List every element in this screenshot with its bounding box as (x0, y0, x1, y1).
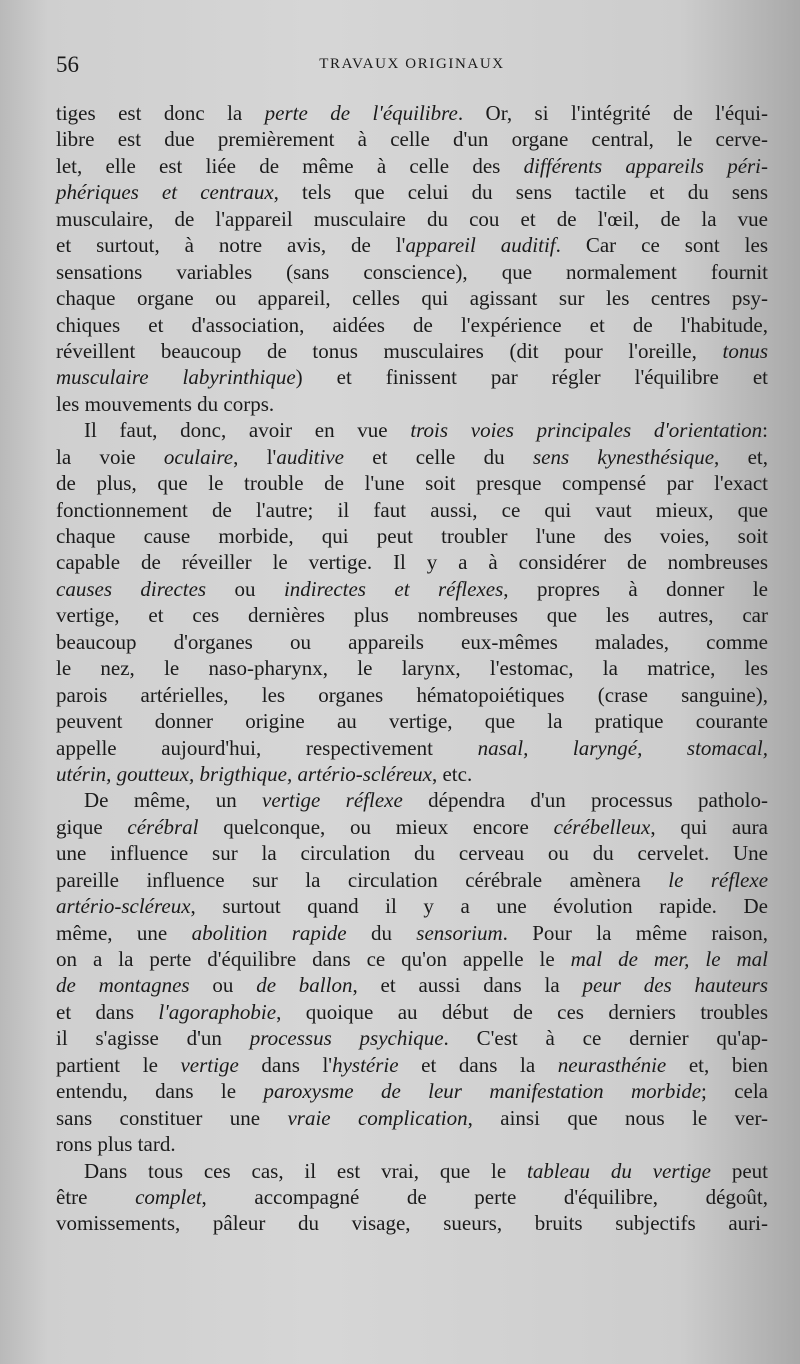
italic-text: tableau du vertige (527, 1158, 711, 1183)
italic-text: musculaire labyrinthique (56, 365, 296, 390)
text-segment: , accompagné de perte d'équilibre, dégoût, (201, 1184, 768, 1209)
text-line (56, 602, 768, 628)
text-line (56, 682, 768, 708)
text-segment: ) et finissent par régler l'équilibre et (295, 365, 768, 390)
italic-text: de montagnes (56, 973, 190, 998)
italic-text: appareil auditif (405, 233, 556, 258)
text-segment: de plus, que le trouble de l'une soit presque compensé par l'exact (56, 471, 768, 496)
italic-text: auditive (276, 444, 344, 469)
text-line (56, 1158, 768, 1184)
text-line (56, 364, 768, 390)
text-segment: let, elle est liée de même à celle des (56, 153, 524, 178)
italic-text: phériques et centraux (56, 180, 274, 205)
text-line (56, 946, 768, 972)
text-segment: ou (189, 973, 257, 998)
italic-text: abolition rapide (191, 920, 347, 945)
italic-text: neurasthénie (557, 1052, 667, 1077)
text-segment: musculaire, de l'appareil musculaire du cou et de l'œil, de la vue (56, 206, 768, 231)
text-segment: libre est due premièrement à celle d'un organe central, le cerve- (56, 127, 768, 152)
text-line (56, 444, 768, 470)
text-segment: . Pour la même raison, (502, 920, 768, 945)
text-segment: De même, un (84, 788, 263, 813)
page-number: 56 (56, 52, 79, 77)
italic-text: hystérie (332, 1052, 399, 1077)
text-segment: une influence sur la circulation du cerveau ou du cervelet. Une (56, 841, 768, 866)
italic-text: mal de mer, le mal (570, 947, 768, 971)
italic-text: nasal, laryngé, stomacal, (477, 735, 768, 760)
text-line (56, 1078, 768, 1104)
text-line (56, 761, 768, 787)
text-segment: le nez, le naso-pharynx, le larynx, l'estomac, la matrice, les (56, 656, 768, 681)
text-line (56, 787, 768, 813)
text-segment: quelconque, ou mieux encore (198, 814, 554, 839)
text-segment: ou (206, 576, 284, 601)
text-line (56, 126, 768, 152)
italic-text: oculaire (163, 444, 234, 469)
italic-text: tonus (722, 338, 768, 363)
text-segment: , propres à donner le (503, 576, 768, 601)
text-segment: chaque organe ou appareil, celles qui agissant sur les centres psy- (56, 286, 768, 311)
text-segment: , qui aura (650, 814, 768, 839)
italic-text: vertige (180, 1052, 239, 1077)
text-segment: même, une (56, 920, 192, 945)
text-line (56, 206, 768, 232)
text-segment: , quoique au début de ces derniers troubles (276, 999, 768, 1024)
italic-text: artério-scléreux (56, 894, 191, 919)
text-line (56, 417, 768, 443)
text-segment: , et aussi dans la (352, 973, 583, 998)
text-line (56, 338, 768, 364)
text-segment: les mouvements du corps. (56, 391, 275, 416)
text-segment: et surtout, à notre avis, de l' (56, 233, 406, 258)
italic-text: vertige réflexe (262, 788, 403, 813)
italic-text: sensorium (416, 920, 503, 945)
text-line (56, 920, 768, 946)
italic-text: complet (135, 1184, 202, 1209)
text-line (56, 708, 768, 734)
italic-text: le réflexe (668, 867, 769, 892)
text-segment: partient le (56, 1052, 181, 1077)
text-line (56, 470, 768, 496)
text-segment: sans constituer une (56, 1105, 288, 1130)
text-line (56, 1025, 768, 1051)
text-line (56, 999, 768, 1025)
text-segment: , ainsi que nous le ver- (467, 1105, 769, 1130)
text-line (56, 523, 768, 549)
text-segment: . C'est à ce dernier qu'ap- (443, 1026, 769, 1051)
italic-text: processus psychique (249, 1026, 444, 1051)
text-segment: et celle du (343, 444, 533, 469)
italic-text: différents appareils péri- (523, 153, 769, 178)
text-segment: rons plus tard. (56, 1132, 176, 1157)
text-segment: tiges est donc la (56, 101, 265, 125)
text-segment: parois artérielles, les organes hématopoiétiques (crase sanguine), (56, 682, 768, 707)
text-line (56, 655, 768, 681)
text-segment: du (346, 920, 417, 945)
text-segment: il s'agisse d'un (56, 1026, 250, 1051)
text-line (56, 497, 768, 523)
text-segment: , surtout quand il y a une évolution rapide. De (190, 894, 768, 919)
text-segment: . Or, si l'intégrité de l'équi- (457, 101, 768, 125)
italic-text: paroxysme de leur manifestation morbide (263, 1079, 702, 1104)
text-segment: fonctionnement de l'autre; il faut aussi, ce qui vaut mieux, que (56, 497, 768, 522)
text-segment: et, bien (666, 1052, 768, 1077)
text-line (56, 629, 768, 655)
text-segment: ; cela (701, 1079, 768, 1104)
italic-text: vraie complication (287, 1105, 468, 1130)
italic-text: l'agoraphobie (158, 999, 277, 1024)
text-line (56, 1210, 768, 1236)
text-segment: capable de réveiller le vertige. Il y a à considérer de nombreuses (56, 550, 768, 575)
italic-text: trois voies principales d'orientation (410, 418, 763, 443)
text-segment: on a la perte d'équilibre dans ce qu'on appelle le (56, 947, 571, 971)
text-line (56, 391, 768, 417)
page-header (56, 52, 768, 84)
italic-text: cérébral (127, 814, 199, 839)
text-segment: , tels que celui du sens tactile et du sens (273, 180, 768, 205)
text-segment: peut (711, 1158, 768, 1183)
text-segment: chiques et d'association, aidées de l'expérience et de l'habitude, (56, 312, 768, 337)
text-line (56, 549, 768, 575)
text-line (56, 153, 768, 179)
text-line (56, 285, 768, 311)
body-text (56, 100, 768, 1237)
text-segment: peuvent donner origine au vertige, que la pratique courante (56, 709, 768, 734)
text-segment: vomissements, pâleur du visage, sueurs, bruits subjectifs auri- (56, 1211, 768, 1236)
text-segment: Il faut, donc, avoir en vue (84, 418, 411, 443)
running-title: TRAVAUX ORIGINAUX (319, 56, 505, 72)
text-line (56, 1052, 768, 1078)
text-line (56, 1184, 768, 1210)
text-segment: , etc. (431, 761, 473, 786)
text-segment: et dans (56, 999, 159, 1024)
text-segment: chaque cause morbide, qui peut troubler l'une des voies, soit (56, 524, 768, 548)
text-segment: : (762, 418, 768, 443)
italic-text: causes directes (56, 576, 207, 601)
text-segment: la voie (56, 444, 164, 469)
text-line (56, 259, 768, 285)
text-segment: dépendra d'un processus patholo- (402, 788, 769, 813)
text-line (56, 312, 768, 338)
italic-text: utérin, goutteux, brigthique, artério-scléreux (56, 761, 432, 786)
text-segment: être (56, 1184, 136, 1209)
text-line (56, 893, 768, 919)
text-line (56, 735, 768, 761)
text-line (56, 814, 768, 840)
text-line (56, 867, 768, 893)
italic-text: perte de l'équilibre (264, 101, 458, 125)
text-segment: sensations variables (sans conscience), que normalement fournit (56, 259, 768, 284)
text-line (56, 1105, 768, 1131)
text-segment: entendu, dans le (56, 1079, 264, 1104)
text-segment: beaucoup d'organes ou appareils eux-mêmes malades, comme (56, 629, 768, 654)
italic-text: de ballon (256, 973, 353, 998)
text-line (56, 100, 768, 126)
text-line (56, 232, 768, 258)
text-line (56, 576, 768, 602)
text-segment: , l' (233, 444, 277, 469)
text-segment: Dans tous ces cas, il est vrai, que le (84, 1158, 528, 1183)
text-segment: , et, (714, 444, 769, 469)
text-segment: dans l' (238, 1052, 333, 1077)
text-segment: gique (56, 814, 128, 839)
text-line (56, 179, 768, 205)
text-segment: appelle aujourd'hui, respectivement (56, 735, 478, 760)
text-line (56, 972, 768, 998)
italic-text: peur des hauteurs (582, 973, 768, 998)
italic-text: indirectes et réflexes (283, 576, 504, 601)
text-line (56, 1131, 768, 1157)
text-line (56, 840, 768, 866)
text-segment: vertige, et ces dernières plus nombreuses que les autres, car (56, 603, 768, 628)
text-segment: et dans la (398, 1052, 558, 1077)
italic-text: sens kynesthésique (532, 444, 715, 469)
italic-text: cérébelleux (553, 814, 651, 839)
text-segment: pareille influence sur la circulation cérébrale amènera (56, 867, 669, 892)
text-segment: . Car ce sont les (555, 233, 768, 258)
text-segment: réveillent beaucoup de tonus musculaires (dit pour l'oreille, (56, 338, 723, 363)
